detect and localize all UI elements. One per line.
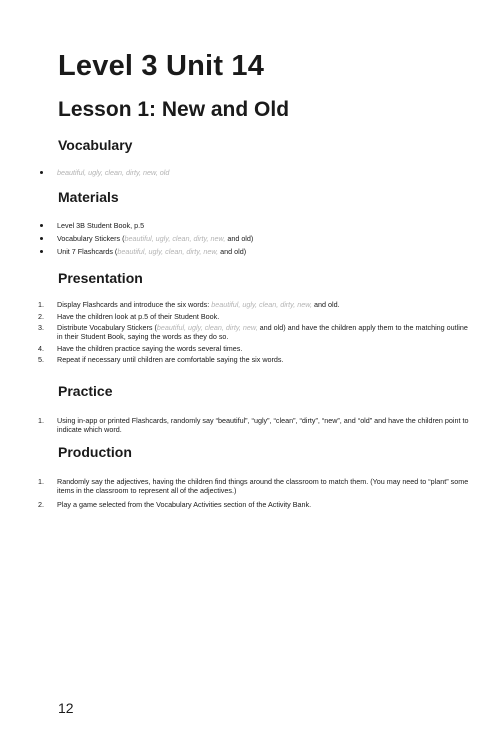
- step-text: Play a game selected from the Vocabulary Activities section of the Activity Bank.: [57, 500, 312, 509]
- bullet-icon: [40, 224, 43, 227]
- step-number: 5.: [38, 355, 44, 364]
- materials-item: [0, 234, 500, 243]
- lesson-title: Lesson 1: New and Old: [58, 98, 290, 121]
- production-step: [0, 477, 500, 495]
- step-number: 2.: [38, 311, 44, 321]
- vocabulary-list: [0, 168, 500, 177]
- step-number: 3.: [38, 323, 44, 332]
- bullet-icon: [40, 171, 43, 174]
- materials-item: [0, 221, 500, 230]
- materials-heading: Materials: [58, 189, 119, 205]
- vocabulary-words: [0, 168, 500, 177]
- presentation-step: [0, 323, 500, 341]
- bullet-icon: [40, 250, 43, 253]
- unit-title: Level 3 Unit 14: [58, 50, 265, 82]
- materials-list: [0, 221, 500, 256]
- presentation-step: [0, 355, 500, 364]
- materials-text-end: and old): [225, 234, 254, 243]
- presentation-list: [0, 300, 500, 364]
- step-text-end: and old) and have the children apply them to the matching outline in their Student Book, saying the words as they do so.: [57, 323, 468, 341]
- step-words: beautiful, ugly, clean, dirty, new,: [156, 323, 258, 332]
- presentation-step: [0, 312, 500, 321]
- materials-text-end: and old): [218, 247, 247, 256]
- step-text: Distribute Vocabulary Stickers (: [57, 323, 157, 332]
- practice-heading: Practice: [58, 383, 113, 399]
- materials-text: Vocabulary Stickers (: [57, 234, 125, 243]
- step-text: Display Flashcards and introduce the six words:: [57, 300, 212, 309]
- practice-list: [0, 416, 500, 434]
- step-number: 1.: [38, 300, 44, 309]
- step-number: 2.: [38, 500, 44, 509]
- materials-text: Unit 7 Flashcards (: [57, 247, 118, 256]
- step-text: Have the children look at p.5 of their Student Book.: [57, 311, 220, 321]
- materials-words: beautiful, ugly, clean, dirty, new,: [117, 247, 219, 256]
- step-number: 1.: [38, 477, 44, 486]
- step-text: Randomly say the adjectives, having the children find things around the classroom to match them. (You may need to “plant” some items in the classroom to represent all of the adjectives.): [57, 477, 469, 495]
- step-number: 4.: [38, 343, 44, 353]
- step-number: 1.: [38, 416, 44, 425]
- page-number: 12: [58, 700, 74, 716]
- production-list: [0, 477, 500, 509]
- presentation-step: [0, 344, 500, 353]
- materials-item: [0, 247, 500, 256]
- vocabulary-words-text: beautiful, ugly, clean, dirty, new, old: [57, 168, 170, 177]
- practice-step: [0, 416, 500, 434]
- materials-text: Level 3B Student Book, p.5: [57, 221, 145, 230]
- production-heading: Production: [58, 444, 132, 460]
- vocabulary-heading: Vocabulary: [58, 137, 133, 153]
- bullet-icon: [40, 237, 43, 240]
- production-step: [0, 500, 500, 509]
- presentation-heading: Presentation: [58, 270, 143, 286]
- step-text-end: and old.: [312, 300, 340, 309]
- step-text: Using in-app or printed Flashcards, randomly say “beautiful”, “ugly”, “clean”, “dirty”, “new”, and “old” and have the children point to indicate which word.: [57, 416, 469, 434]
- presentation-step: [0, 300, 500, 309]
- step-text: Have the children practice saying the words several times.: [57, 343, 243, 353]
- step-words: beautiful, ugly, clean, dirty, new,: [211, 300, 313, 309]
- step-text: Repeat if necessary until children are comfortable saying the six words.: [57, 355, 284, 364]
- materials-words: beautiful, ugly, clean, dirty, new,: [124, 234, 226, 243]
